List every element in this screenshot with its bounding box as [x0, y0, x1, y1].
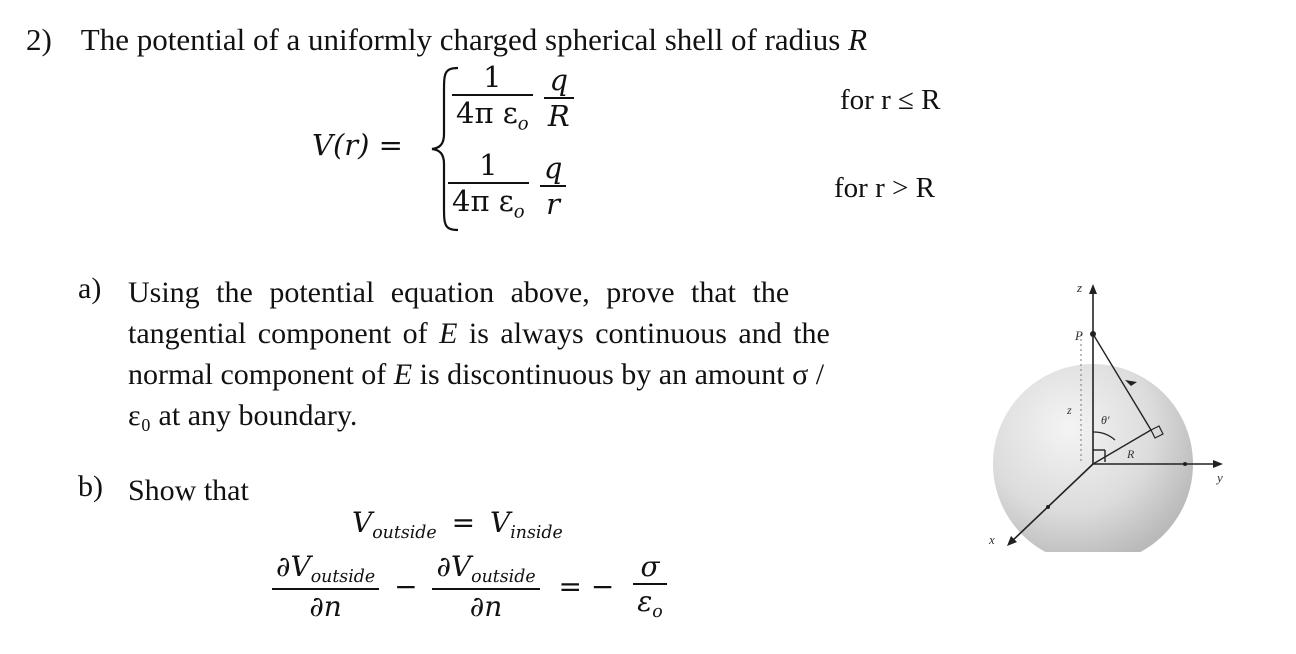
problem-text: The potential of a uniformly charged spherical shell of radius: [80, 22, 841, 57]
sigma-epsilon-fraction: $\frac{\sigma}{\varepsilon_o}$: [633, 552, 666, 622]
theta-label: θ′: [1101, 413, 1110, 427]
part-b-label: b): [78, 470, 103, 503]
case1-fraction-charge: $\frac{q}{R}$: [544, 65, 574, 132]
equation-lhs: V(r) =: [312, 128, 403, 162]
boundary-eq-potential: $V_{outside} = V_{inside}$: [352, 506, 563, 544]
part-a-line4: ε₀ at any boundary.: [128, 399, 358, 432]
part-a-text: [128, 272, 830, 436]
case2-fraction-charge: $\frac{q}{r}$: [540, 153, 567, 220]
z-axis-arrow: [1089, 284, 1097, 294]
derivative-fraction-1: $\frac{\partial V_{outside}}{\partial n}$: [272, 552, 379, 622]
z-distance-label: z: [1067, 403, 1072, 417]
case1-fraction-constant: $\frac{1}{4\pi \varepsilon_o}$: [452, 62, 533, 135]
problem-statement: [26, 22, 867, 58]
problem-radius-var: R: [848, 22, 868, 57]
x-axis-label: x: [989, 532, 995, 547]
part-a-label: a): [78, 272, 102, 305]
case1-expression: [452, 62, 574, 135]
case1-condition: for r ≤ R: [840, 84, 941, 116]
case2-expression: [448, 150, 566, 223]
case2-fraction-constant: $\frac{1}{4\pi \varepsilon_o}$: [448, 150, 529, 223]
y-axis-arrow: [1213, 460, 1223, 468]
point-p-label: P: [1075, 328, 1083, 343]
spherical-shell-diagram: [985, 272, 1235, 552]
part-a-line3: normal component of E is discontinuous by an amount σ /: [128, 358, 825, 391]
derivative-fraction-2: $\frac{\partial V_{outside}}{\partial n}$: [432, 552, 539, 622]
radius-label: R: [1127, 447, 1135, 461]
part-a-line1: Using the potential equation above, prove that the: [128, 276, 790, 309]
part-b-text: Show that: [128, 474, 249, 507]
problem-number: 2): [26, 22, 52, 57]
z-axis-label: z: [1077, 280, 1083, 295]
case2-condition: for r > R: [834, 172, 935, 204]
part-a-line2: tangential component of E is always continuous and the: [128, 317, 830, 350]
y-axis-label: y: [1217, 470, 1223, 485]
boundary-eq-derivative: $\frac{\partial V_{outside}}{\partial n}$ − $\frac{\partial V_{outside}}{\partial n}$ = − $\frac{\sigma}{\varepsilon_o}$: [272, 552, 667, 622]
